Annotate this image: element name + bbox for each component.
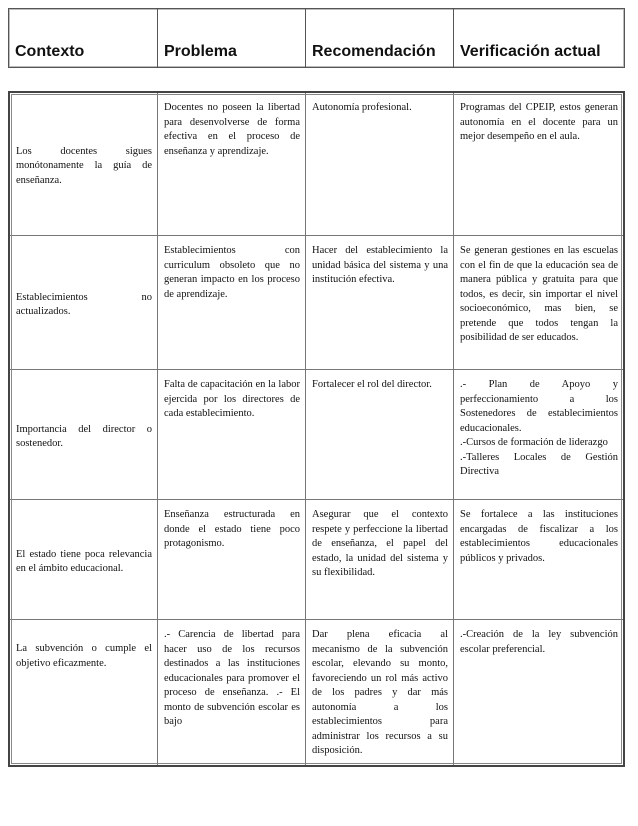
row3-verificacion-line: .- Plan de Apoyo y perfeccionamiento a los Sostenedores de establecimientos educacionales. — [460, 379, 618, 434]
header-recomendacion: Recomendación — [305, 9, 453, 67]
row5-contexto-cell — [10, 620, 158, 765]
row3-recomendacion: Fortalecer el rol del director. — [306, 370, 454, 500]
row1-verificacion — [454, 93, 623, 236]
row2-recomendacion: Hacer del establecimiento la unidad básica del sistema y una institución efectiva. — [306, 236, 454, 370]
row4-problema: Enseñanza estructurada en donde el estado tiene poco protagonismo. — [158, 500, 306, 620]
row4-recomendacion: Asegurar que el contexto respete y perfeccione la libertad de enseñanza, el papel del estado, la unidad del sistema y su flexibilidad. — [306, 500, 454, 620]
row1-problema: Docentes no poseen la libertad para desenvolverse de forma efectiva en el proceso de enseñanza y aprendizaje. — [158, 93, 306, 236]
row1-verificacion-line: Programas del CPEIP, estos generan autonomía en el docente para un mejor desempeño en el aula. — [460, 102, 618, 142]
header-verificacion: Verificación actual — [453, 9, 624, 67]
row3-verificacion-line: .-Talleres Locales de Gestión Directiva — [460, 451, 618, 477]
row1-contexto-cell — [10, 93, 158, 236]
row2-contexto-cell — [10, 236, 158, 370]
row3-verificacion-line: .-Cursos de formación de liderazgo — [460, 437, 608, 448]
row4-verificacion — [454, 500, 623, 620]
body-table — [8, 91, 625, 767]
row1-recomendacion: Autonomía profesional. — [306, 93, 454, 236]
row2-problema: Establecimientos con curriculum obsoleto que no generan impacto en los proceso de aprendizaje. — [158, 236, 306, 370]
row2-verificacion — [454, 236, 623, 370]
row1-contexto: Los docentes sigues monótonamente la guía de enseñanza. — [16, 145, 152, 186]
row4-contexto-cell — [10, 500, 158, 620]
row5-recomendacion: Dar plena eficacia al mecanismo de la subvención escolar, elevando su monto, favoreciendo un rol más activo de los padres y dar más autonomía a los establecimientos para administrar los recursos a su disposición. — [306, 620, 454, 765]
row3-contexto-cell — [10, 370, 158, 500]
row4-contexto: El estado tiene poca relevancia en el ámbito educacional. — [16, 548, 152, 574]
row3-problema: Falta de capacitación en la labor ejercida por los directores de cada establecimiento. — [158, 370, 306, 500]
row3-contexto: Importancia del director o sostenedor. — [16, 423, 152, 449]
row2-verificacion-line: Se generan gestiones en las escuelas con el fin de que la educación sea de manera pública y gratuita para que todos, es decir, sin importar el nivel socioeconómico, mas bien, se pretende que todos tengan la posibilidad de ser educados. — [460, 245, 618, 343]
row5-problema: .- Carencia de libertad para hacer uso de los recursos destinados a las instituciones educacionales para promover el proceso de enseñanza. .- El monto de subvención escolar es bajo — [158, 620, 306, 765]
row5-verificacion-line: .-Creación de la ley subvención escolar preferencial. — [460, 629, 618, 655]
row2-contexto: Establecimientos no actualizados. — [16, 291, 152, 317]
row5-verificacion — [454, 620, 623, 765]
row3-verificacion — [454, 370, 623, 500]
row4-verificacion-line: Se fortalece a las instituciones encargadas de fiscalizar a los establecimientos educacionales públicos y privados. — [460, 509, 618, 564]
header-problema: Problema — [157, 9, 305, 67]
header-table — [8, 8, 625, 68]
header-contexto: Contexto — [15, 43, 85, 60]
row5-contexto: La subvención o cumple el objetivo eficazmente. — [16, 643, 152, 669]
